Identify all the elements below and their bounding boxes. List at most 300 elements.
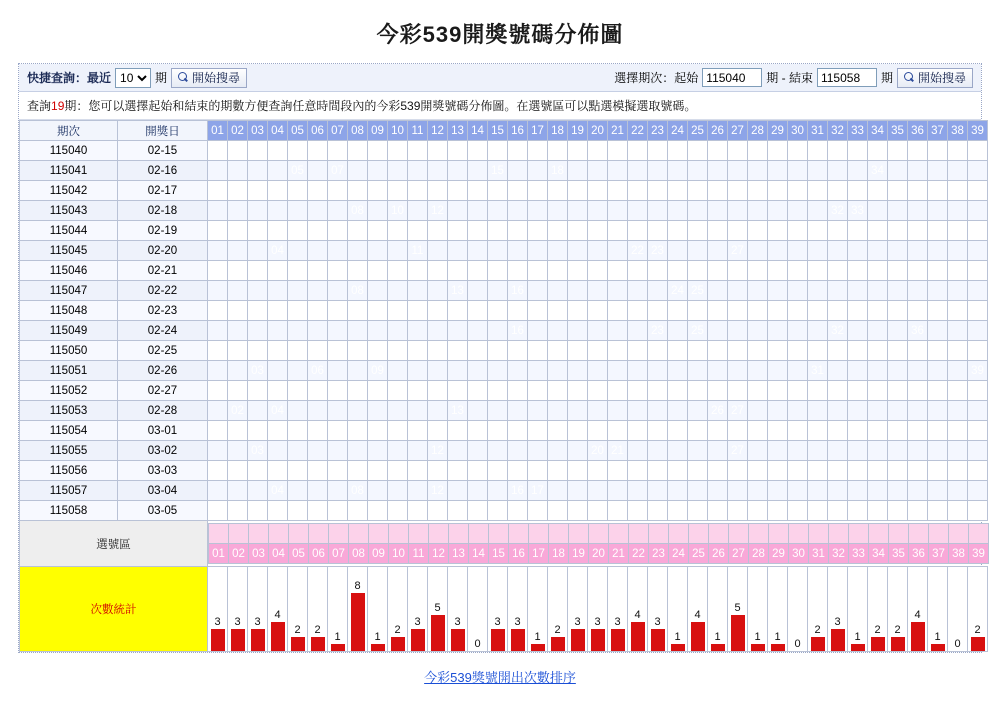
selection-number-header[interactable]: 22 (629, 544, 649, 564)
selection-number-header[interactable]: 32 (829, 544, 849, 564)
cell-number (548, 181, 568, 201)
cell-number (488, 401, 508, 421)
table-row (20, 301, 988, 321)
cell-number (688, 401, 708, 421)
cell-number (668, 421, 688, 441)
cell-number (328, 341, 348, 361)
cell-number (468, 361, 488, 381)
selection-slot[interactable] (829, 524, 849, 544)
cell-period: 115047 (20, 281, 118, 301)
selection-number-header[interactable]: 05 (289, 544, 309, 564)
cell-number (528, 181, 548, 201)
selection-slot[interactable] (349, 524, 369, 544)
start-period-input[interactable] (702, 68, 762, 87)
selection-number-header[interactable]: 12 (429, 544, 449, 564)
selection-number-header[interactable]: 15 (489, 544, 509, 564)
cell-number (848, 261, 868, 281)
cell-number (388, 501, 408, 521)
selection-number-header[interactable]: 35 (889, 544, 909, 564)
cell-number-hit: 12 (428, 441, 448, 461)
cell-number (928, 481, 948, 501)
stats-bar-cell (828, 567, 848, 652)
cell-number (268, 421, 288, 441)
table-row (20, 161, 988, 181)
selection-number-header[interactable]: 07 (329, 544, 349, 564)
cell-number (928, 361, 948, 381)
cell-number (268, 321, 288, 341)
stats-bar-value: 3 (834, 616, 841, 629)
cell-number (348, 441, 368, 461)
selection-number-header[interactable]: 17 (529, 544, 549, 564)
cell-number (528, 241, 548, 261)
stats-bar-wrap (388, 567, 407, 651)
selection-number-header[interactable]: 01 (209, 544, 229, 564)
cell-number (708, 421, 728, 441)
cell-number (728, 281, 748, 301)
cell-number (548, 381, 568, 401)
cell-number (888, 321, 908, 341)
cell-number (268, 261, 288, 281)
selection-slot[interactable] (729, 524, 749, 544)
selection-number-header[interactable]: 02 (229, 544, 249, 564)
selection-slot[interactable] (769, 524, 789, 544)
cell-number (728, 361, 748, 381)
header-number: 20 (588, 121, 608, 141)
cell-number (748, 221, 768, 241)
cell-date: 03-04 (118, 481, 208, 501)
stats-bar-cell (708, 567, 728, 652)
stats-bar-value: 2 (314, 623, 321, 636)
cell-number (308, 421, 328, 441)
selection-slot[interactable] (869, 524, 889, 544)
stats-bar-cell (868, 567, 888, 652)
selection-slot[interactable] (889, 524, 909, 544)
cell-number (408, 301, 428, 321)
cell-number (488, 201, 508, 221)
cell-number-hit: 31 (808, 361, 828, 381)
selection-number-header[interactable]: 25 (689, 544, 709, 564)
stats-bar-value: 2 (394, 623, 401, 636)
cell-number (628, 461, 648, 481)
cell-number (348, 361, 368, 381)
stats-bar-wrap (488, 567, 507, 651)
cell-number-hit: 18 (548, 161, 568, 181)
cell-number (728, 161, 748, 181)
cell-number-hit: 13 (448, 141, 468, 161)
cell-number (228, 221, 248, 241)
cell-number-hit: 25 (688, 261, 708, 281)
cell-number (308, 261, 328, 281)
stats-bar (551, 637, 565, 652)
cell-number (208, 281, 228, 301)
cell-date: 03-03 (118, 461, 208, 481)
stats-bar (231, 629, 245, 651)
cell-number (808, 301, 828, 321)
cell-number (468, 161, 488, 181)
cell-number (388, 381, 408, 401)
cell-number (268, 341, 288, 361)
cell-number (908, 221, 928, 241)
selection-slot[interactable] (389, 524, 409, 544)
cell-number (348, 161, 368, 181)
cell-number (588, 301, 608, 321)
stats-bar-value: 1 (674, 630, 681, 643)
stats-bar-cell (608, 567, 628, 652)
cell-number (268, 141, 288, 161)
cell-number (468, 241, 488, 261)
stats-bar (611, 629, 625, 651)
cell-number (468, 461, 488, 481)
recent-periods-select[interactable] (115, 68, 151, 88)
cell-number (808, 261, 828, 281)
selection-number-header[interactable]: 20 (589, 544, 609, 564)
cell-number (968, 501, 988, 521)
cell-number (768, 201, 788, 221)
selection-number-header[interactable]: 29 (769, 544, 789, 564)
selection-slot[interactable] (929, 524, 949, 544)
cell-number (488, 501, 508, 521)
cell-number (728, 461, 748, 481)
stats-bar-value: 1 (714, 630, 721, 643)
cell-number (748, 461, 768, 481)
cell-number (228, 381, 248, 401)
cell-number (528, 421, 548, 441)
selection-slot[interactable] (229, 524, 249, 544)
stats-bar-value: 5 (434, 601, 441, 614)
selection-slot[interactable] (569, 524, 589, 544)
cell-number (648, 441, 668, 461)
cell-number (608, 501, 628, 521)
selection-number-header[interactable]: 26 (709, 544, 729, 564)
selection-slot[interactable] (669, 524, 689, 544)
selection-slot[interactable] (789, 524, 809, 544)
table-row (20, 221, 988, 241)
cell-number-hit: 10 (388, 301, 408, 321)
cell-number (528, 441, 548, 461)
cell-number (528, 341, 548, 361)
cell-number (908, 261, 928, 281)
cell-number (368, 461, 388, 481)
cell-number (848, 341, 868, 361)
table-row (20, 381, 988, 401)
cell-number (528, 401, 548, 421)
selection-slot[interactable] (689, 524, 709, 544)
table-row (20, 321, 988, 341)
table-row (20, 281, 988, 301)
selection-number-header[interactable]: 34 (869, 544, 889, 564)
cell-number (308, 281, 328, 301)
selection-slot[interactable] (329, 524, 349, 544)
stats-bar-value: 0 (954, 638, 961, 650)
cell-number (928, 321, 948, 341)
cell-number (568, 281, 588, 301)
cell-number (748, 261, 768, 281)
cell-number-hit: 35 (888, 341, 908, 361)
selection-number-header[interactable]: 09 (369, 544, 389, 564)
cell-number (648, 361, 668, 381)
cell-number (448, 201, 468, 221)
cell-number (968, 461, 988, 481)
cell-number (628, 501, 648, 521)
cell-number-hit: 33 (848, 201, 868, 221)
cell-number (608, 321, 628, 341)
quick-search-label: 開始搜尋 (192, 71, 241, 85)
cell-number (888, 221, 908, 241)
selection-number-header[interactable]: 08 (349, 544, 369, 564)
cell-number (228, 441, 248, 461)
header-number: 18 (548, 121, 568, 141)
cell-number (408, 461, 428, 481)
stats-bar-value: 4 (634, 609, 641, 621)
selection-number-header[interactable]: 37 (929, 544, 949, 564)
table-header-row (20, 121, 988, 141)
cell-number-hit: 12 (428, 201, 448, 221)
cell-number-hit: 27 (728, 441, 748, 461)
stats-bar-cell (328, 567, 348, 652)
cell-number (508, 301, 528, 321)
range-search-button[interactable] (897, 68, 973, 88)
cell-number (328, 401, 348, 421)
selection-number-header[interactable]: 19 (569, 544, 589, 564)
cell-number (648, 421, 668, 441)
cell-number (908, 381, 928, 401)
cell-number-hit: 03 (248, 441, 268, 461)
selection-number-header[interactable]: 33 (849, 544, 869, 564)
magnifier-icon (178, 72, 189, 83)
cell-number (908, 481, 928, 501)
stats-bar (251, 629, 265, 651)
cell-number (548, 201, 568, 221)
cell-number (328, 141, 348, 161)
selection-number-header[interactable]: 11 (409, 544, 429, 564)
cell-number (468, 181, 488, 201)
stats-bar (571, 629, 585, 651)
cell-number (588, 161, 608, 181)
selection-slot[interactable] (249, 524, 269, 544)
stats-bar-value: 2 (814, 623, 821, 636)
cell-number (828, 141, 848, 161)
cell-number (568, 501, 588, 521)
selection-slot[interactable] (589, 524, 609, 544)
cell-number (768, 261, 788, 281)
cell-number (768, 401, 788, 421)
selection-number-header[interactable]: 06 (309, 544, 329, 564)
cell-number-hit: 27 (728, 401, 748, 421)
selection-slot[interactable] (949, 524, 969, 544)
stats-bar-wrap (668, 567, 687, 651)
cell-number-hit: 17 (528, 481, 548, 501)
cell-number (668, 381, 688, 401)
cell-number (868, 361, 888, 381)
selection-slot[interactable] (909, 524, 929, 544)
stats-bar-wrap (548, 567, 567, 651)
table-row (20, 361, 988, 381)
cell-number (528, 261, 548, 281)
stats-bar-value: 2 (874, 623, 881, 636)
cell-number (368, 441, 388, 461)
stats-bar-value: 8 (354, 580, 361, 592)
page-title: 今彩539開獎號碼分佈圖 (376, 22, 624, 47)
cell-number (548, 481, 568, 501)
selection-number-header[interactable]: 18 (549, 544, 569, 564)
selection-slot[interactable] (509, 524, 529, 544)
selection-slot[interactable] (289, 524, 309, 544)
stats-bar-cell (748, 567, 768, 652)
selection-slot[interactable] (809, 524, 829, 544)
cell-number (608, 361, 628, 381)
cell-number (288, 281, 308, 301)
notice-count: 19 (51, 99, 65, 113)
header-number: 38 (948, 121, 968, 141)
selection-number-header[interactable]: 04 (269, 544, 289, 564)
selection-number-header[interactable]: 13 (449, 544, 469, 564)
cell-number (428, 281, 448, 301)
cell-number (688, 201, 708, 221)
cell-number (748, 161, 768, 181)
cell-number (368, 301, 388, 321)
selection-slot[interactable] (429, 524, 449, 544)
selection-slot[interactable] (269, 524, 289, 544)
cell-number (568, 481, 588, 501)
selection-slot[interactable] (469, 524, 489, 544)
cell-number (588, 141, 608, 161)
selection-slot[interactable] (849, 524, 869, 544)
header-number: 28 (748, 121, 768, 141)
stats-bar-wrap (688, 567, 707, 651)
selection-slot[interactable] (449, 524, 469, 544)
selection-slot[interactable] (309, 524, 329, 544)
cell-number (608, 401, 628, 421)
end-period-input[interactable] (817, 68, 877, 87)
selection-number-header[interactable]: 23 (649, 544, 669, 564)
cell-number (968, 421, 988, 441)
cell-number (568, 441, 588, 461)
cell-number (828, 241, 848, 261)
selection-slot[interactable] (649, 524, 669, 544)
selection-number-header[interactable]: 39 (969, 544, 989, 564)
stats-bar-cell (588, 567, 608, 652)
cell-number (928, 181, 948, 201)
selection-slot[interactable] (549, 524, 569, 544)
cell-number (728, 421, 748, 441)
selection-slot[interactable] (629, 524, 649, 544)
cell-number (448, 501, 468, 521)
selection-number-header[interactable]: 03 (249, 544, 269, 564)
cell-number (708, 141, 728, 161)
table-row (20, 421, 988, 441)
cell-number (368, 141, 388, 161)
cell-number (948, 321, 968, 341)
cell-number (448, 461, 468, 481)
cell-number (708, 361, 728, 381)
header-number: 05 (288, 121, 308, 141)
cell-number (968, 161, 988, 181)
cell-number (948, 221, 968, 241)
selection-slot[interactable] (409, 524, 429, 544)
stats-bar-cell (728, 567, 748, 652)
stats-bar-wrap (728, 567, 747, 651)
selection-number-header[interactable]: 36 (909, 544, 929, 564)
selection-slot[interactable] (489, 524, 509, 544)
cell-date: 03-05 (118, 501, 208, 521)
cell-period: 115057 (20, 481, 118, 501)
cell-number (908, 441, 928, 461)
cell-number (948, 201, 968, 221)
selection-number-header[interactable]: 31 (809, 544, 829, 564)
stats-bar-value: 3 (654, 616, 661, 629)
cell-number (248, 241, 268, 261)
stats-bar-value: 3 (254, 616, 261, 629)
footer-link[interactable]: 今彩539獎號開出次數排序 (424, 670, 576, 685)
selection-number-header[interactable]: 16 (509, 544, 529, 564)
cell-period: 115050 (20, 341, 118, 361)
selection-number-header[interactable]: 30 (789, 544, 809, 564)
stats-bar-wrap (528, 567, 547, 651)
cell-number (348, 341, 368, 361)
cell-number-hit: 35 (888, 461, 908, 481)
selection-slot[interactable] (529, 524, 549, 544)
cell-number (428, 461, 448, 481)
selection-number-header[interactable]: 24 (669, 544, 689, 564)
cell-number (308, 401, 328, 421)
cell-number (588, 341, 608, 361)
cell-number-hit: 04 (268, 241, 288, 261)
cell-number-hit: 12 (428, 481, 448, 501)
cell-number (888, 361, 908, 381)
cell-number-hit: 05 (288, 161, 308, 181)
cell-number (808, 321, 828, 341)
cell-number (288, 241, 308, 261)
selection-slot[interactable] (969, 524, 989, 544)
cell-number (288, 481, 308, 501)
cell-number (248, 461, 268, 481)
selection-slot[interactable] (369, 524, 389, 544)
cell-number (208, 401, 228, 421)
cell-number (208, 321, 228, 341)
cell-date: 02-22 (118, 281, 208, 301)
cell-number (608, 341, 628, 361)
cell-number (608, 201, 628, 221)
selection-number-header[interactable]: 28 (749, 544, 769, 564)
cell-number (768, 441, 788, 461)
cell-number (268, 281, 288, 301)
cell-number (228, 301, 248, 321)
stats-bar-cell (788, 567, 808, 652)
cell-number (208, 461, 228, 481)
stats-bar-value: 2 (894, 623, 901, 636)
selection-number-header[interactable]: 27 (729, 544, 749, 564)
selection-number-header[interactable]: 14 (469, 544, 489, 564)
selection-number-header[interactable]: 10 (389, 544, 409, 564)
cell-number (228, 161, 248, 181)
quick-search-button[interactable] (171, 68, 247, 88)
cell-number (328, 501, 348, 521)
cell-number (868, 201, 888, 221)
cell-number (968, 181, 988, 201)
cell-number (668, 201, 688, 221)
selection-slot[interactable] (209, 524, 229, 544)
selection-slot[interactable] (749, 524, 769, 544)
cell-number (368, 161, 388, 181)
selection-number-header[interactable]: 38 (949, 544, 969, 564)
cell-number (468, 501, 488, 521)
cell-number (808, 221, 828, 241)
selection-slot[interactable] (609, 524, 629, 544)
cell-number (388, 181, 408, 201)
selection-number-header[interactable]: 21 (609, 544, 629, 564)
selection-slot[interactable] (709, 524, 729, 544)
cell-number (828, 161, 848, 181)
